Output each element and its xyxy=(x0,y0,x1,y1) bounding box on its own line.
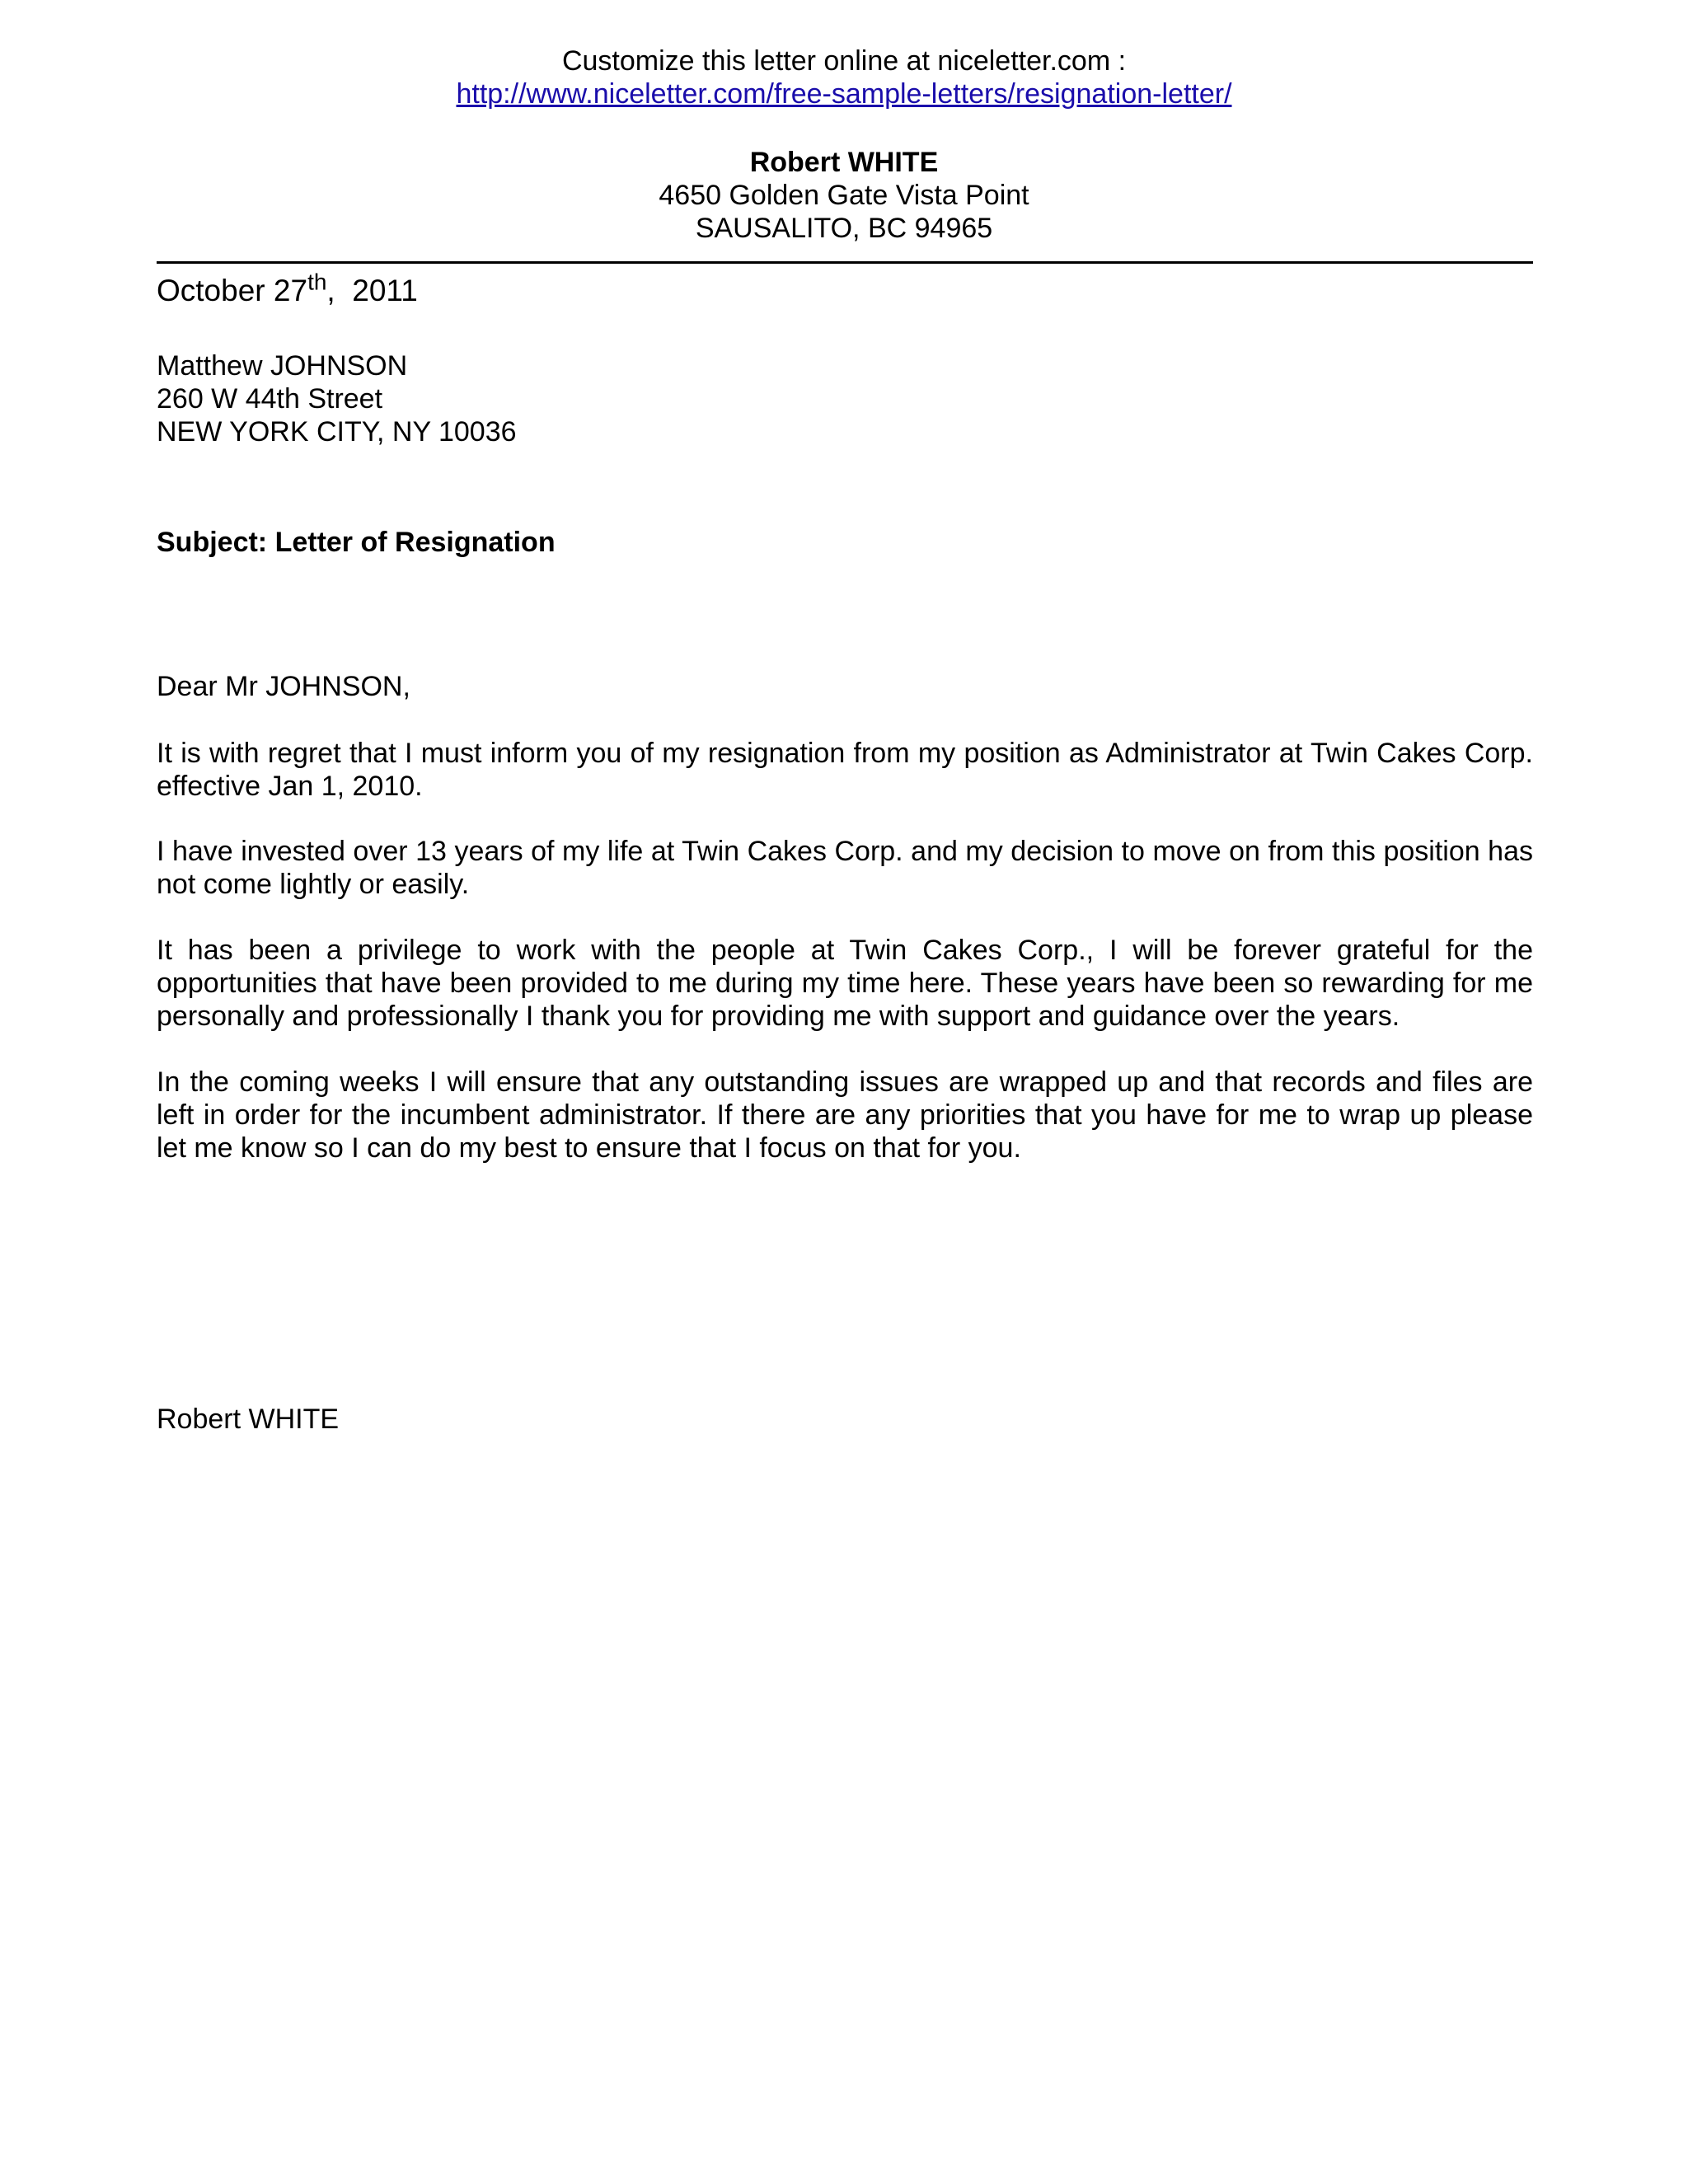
signature-name: Robert WHITE xyxy=(157,1404,340,1435)
promo-link[interactable]: http://www.niceletter.com/free-sample-letters/resignation-letter/ xyxy=(456,78,1232,110)
sender-address-line2: SAUSALITO, BC 94965 xyxy=(695,213,993,244)
header-divider xyxy=(157,261,1533,264)
body-paragraph-1: It is with regret that I must inform you of my resignation from my position as Administrator at Twin Cakes Corp. effective Jan 1, 2010. xyxy=(157,738,1533,802)
sender-name: Robert WHITE xyxy=(749,147,939,178)
promo-text: Customize this letter online at niceletter.com : xyxy=(561,45,1127,77)
recipient-name: Matthew JOHNSON xyxy=(157,350,408,382)
date-month-day: October 27 xyxy=(157,274,308,307)
recipient-address-line1: 260 W 44th Street xyxy=(157,383,383,415)
recipient-address-line2: NEW YORK CITY, NY 10036 xyxy=(157,416,517,448)
salutation: Dear Mr JOHNSON, xyxy=(157,671,410,702)
body-paragraph-3: It has been a privilege to work with the people at Twin Cakes Corp., I will be forever grateful for the opportunities that have been provided to me during my time here. These years have been so rewarding for me personally and professionally I thank you for providing me with support and guidance over the years. xyxy=(157,935,1533,1032)
letter-date xyxy=(157,269,1533,309)
subject-line: Subject: Letter of Resignation xyxy=(157,527,556,558)
body-paragraph-4: In the coming weeks I will ensure that any outstanding issues are wrapped up and that records and files are left in order for the incumbent administrator. If there are any priorities that you have for me to wrap up please let me know so I can do my best to ensure that I focus on that for you. xyxy=(157,1066,1533,1164)
promo-link-line xyxy=(0,77,1688,110)
sender-address-line1: 4650 Golden Gate Vista Point xyxy=(659,180,1029,211)
body-paragraph-2: I have invested over 13 years of my life at Twin Cakes Corp. and my decision to move on from this position has not come lightly or easily. xyxy=(157,836,1533,900)
date-suffix: th xyxy=(307,269,327,295)
date-year: , 2011 xyxy=(326,274,418,307)
